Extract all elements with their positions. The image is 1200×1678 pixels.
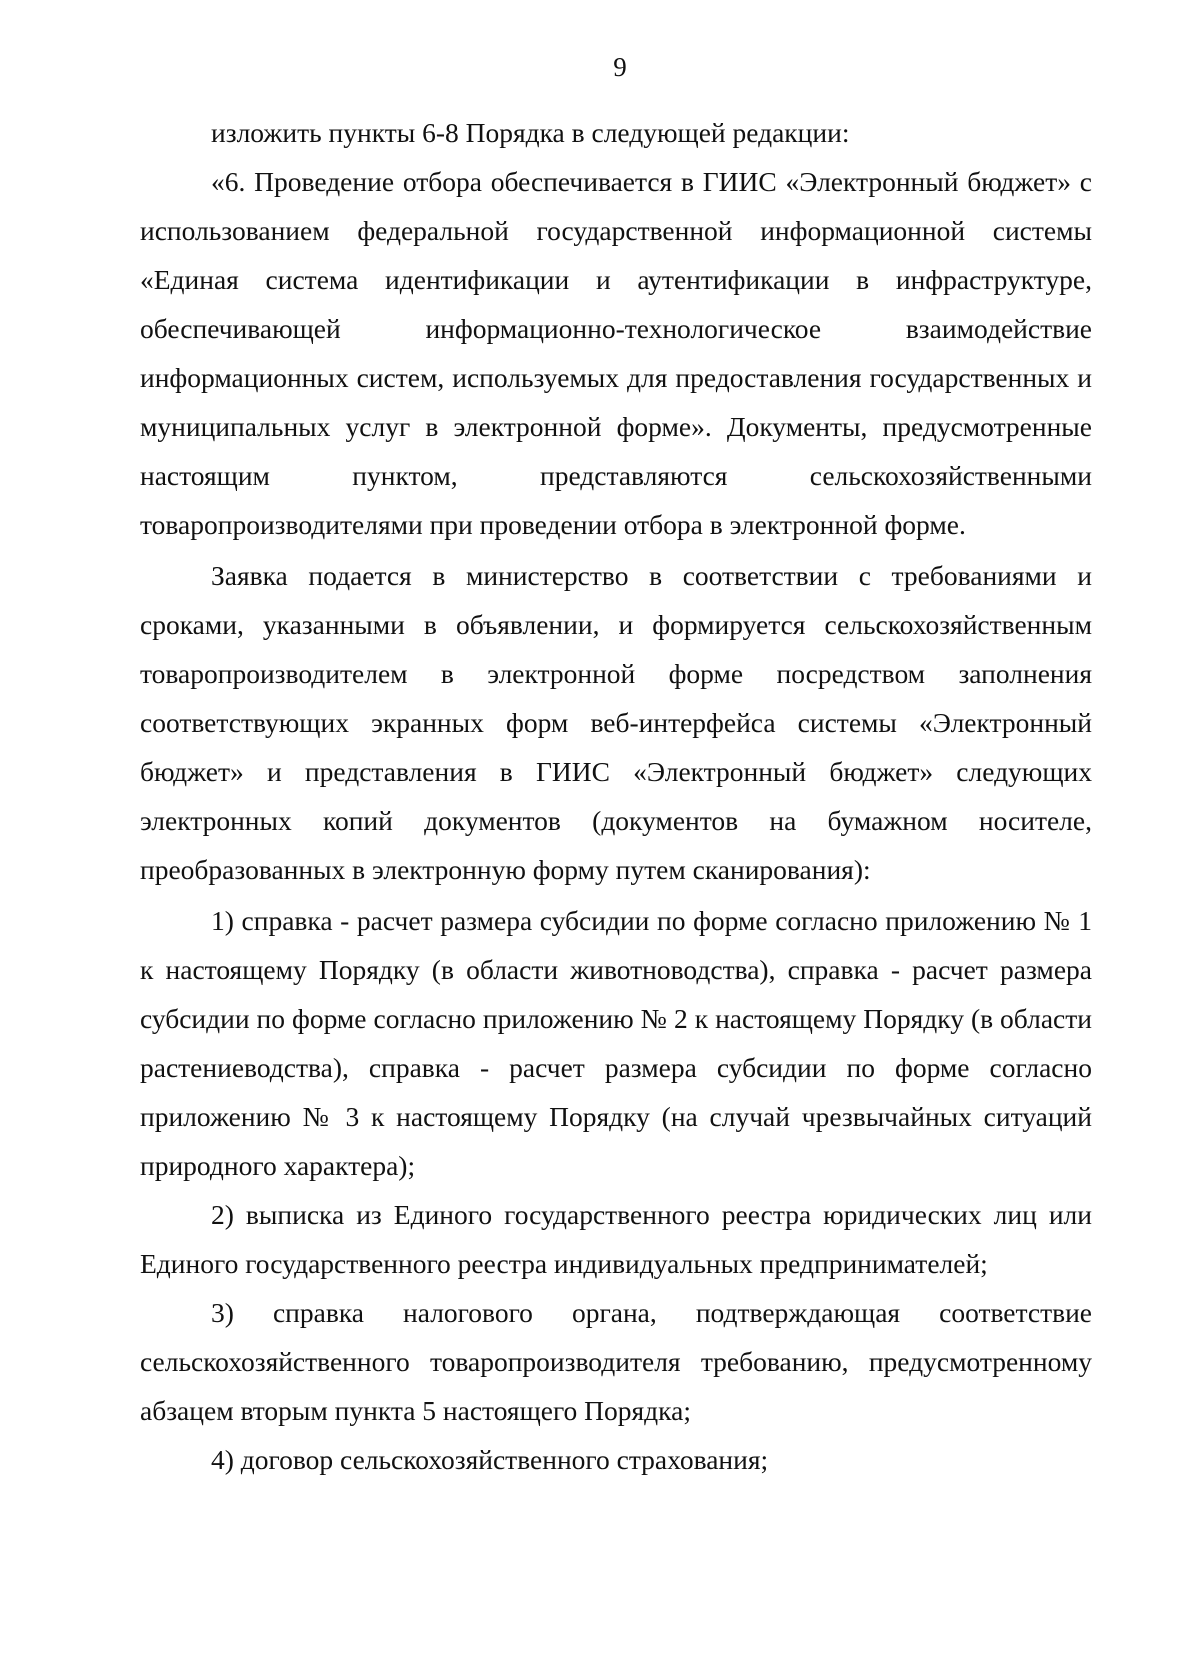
list-item-1: 1) справка - расчет размера субсидии по форме согласно приложению № 1 к настоящему Порядку (в области животноводства), справка - расчет размера субсидии по форме согласно приложению № 2 к настоящему Порядку (в области растениеводства), справка - расчет размера субсидии по форме согласно приложению № 3 к настоящему Порядку (на случай чрезвычайных ситуаций природного характера); [140, 905, 1092, 1181]
list-item-3: 3) справка налогового органа, подтверждающая соответствие сельскохозяйственного товаропроизводителя требованию, предусмотренному абзацем вторым пункта 5 настоящего Порядка; [140, 1297, 1092, 1426]
page-number: 9 [613, 52, 627, 82]
document-body [140, 108, 1092, 1484]
paragraph-intro: изложить пункты 6-8 Порядка в следующей редакции: [211, 117, 850, 148]
list-item-4: 4) договор сельскохозяйственного страхования; [211, 1444, 769, 1475]
paragraph-application: Заявка подается в министерство в соответствии с требованиями и сроками, указанными в объявлении, и формируется сельскохозяйственным товаропроизводителем в электронной форме посредством заполнения соответствующих экранных форм веб-интерфейса системы «Электронный бюджет» и представления в ГИИС «Электронный бюджет» следующих электронных копий документов (документов на бумажном носителе, преобразованных в электронную форму путем сканирования): [140, 560, 1092, 885]
paragraph-item-6: «6. Проведение отбора обеспечивается в ГИИС «Электронный бюджет» с использованием федеральной государственной информационной системы «Единая система идентификации и аутентификации в инфраструктуре, обеспечивающей информационно-технологическое взаимодействие информационных систем, используемых для предоставления государственных и муниципальных услуг в электронной форме». Документы, предусмотренные настоящим пунктом, представляются сельскохозяйственными товаропроизводителями при проведении отбора в электронной форме. [140, 166, 1092, 540]
list-item-2: 2) выписка из Единого государственного реестра юридических лиц или Единого государственного реестра индивидуальных предпринимателей; [140, 1199, 1092, 1279]
